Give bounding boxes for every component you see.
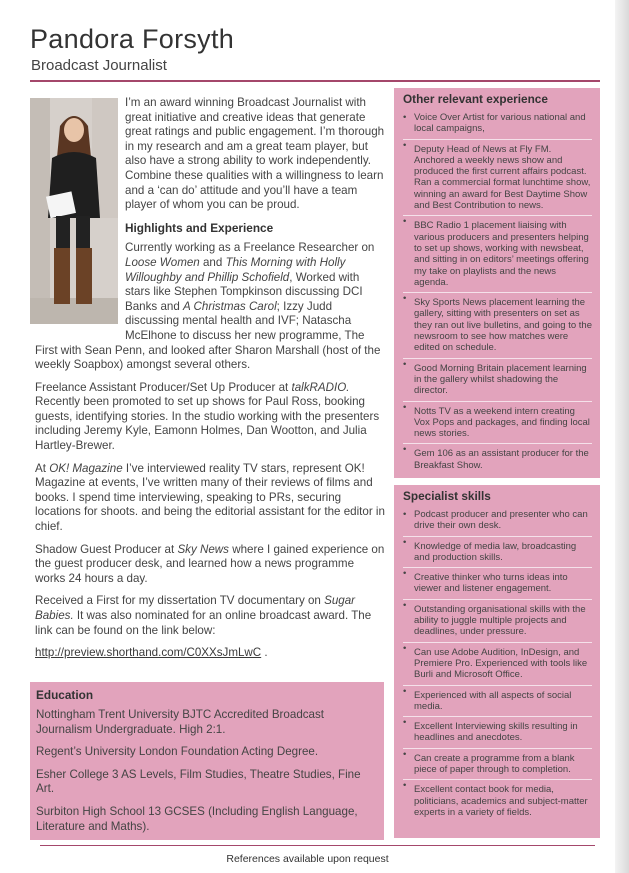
education-heading: Education [36,688,94,702]
education-item: Surbiton High School 13 GCSES (Including English Language, Literature and Maths). [36,804,358,833]
highlight-talkradio: Freelance Assistant Producer/Set Up Producer at talkRADIO. Recently been promoted to set up shows for Paul Ross, booking guests, identifying stories. In the studio working with the presenters including Jeremy Kyle, Eamonn Holmes, Dan Wootton, and Julia Hartley-Brewer. [35,380,380,453]
skill-item: • Can create a programme from a blank piece of paper through to completion. [403,748,592,776]
portfolio-link[interactable]: http://preview.shorthand.com/C0XXsJmLwC [35,646,262,660]
skill-item: • Knowledge of media law, broadcasting and production skills. [403,536,592,564]
education-item: Esher College 3 AS Levels, Film Studies, Theatre Studies, Fine Art. [36,767,361,796]
highlight-researcher: Currently working as a Freelance Researcher on Loose Women and This Morning with Holly Willoughby and Phillip Schofield, Worked with stars like Stephen Tompkinson discussing DCI Banks and A Christmas Carol; Izzy Judd discussing mental health and IVF; Natascha McElhone to discuss her new programme, The First with Sean Penn, and looked after Sharon Marshall (host of the weekly Soapbox) amongst several others. [35,241,381,372]
candidate-role: Broadcast Journalist [31,57,167,74]
footer-note: References available upon request [226,853,389,865]
experience-item: • Notts TV as a weekend intern creating Vox Pops and packages, and finding local news stories. [403,401,592,440]
candidate-name: Pandora Forsyth [30,24,235,54]
other-experience-list [394,112,600,471]
experience-item: • Deputy Head of News at Fly FM. Anchored a weekly news show and produced the first current affairs podcast. Ran a commercial format lunchtime show, winning an award for Best Daytime Show and Best Contribution to news. [403,139,592,212]
experience-item: • Voice Over Artist for various national and local campaigns, [403,112,592,135]
experience-item: • Sky Sports News placement learning the gallery, sitting with presenters on set as they ran out live bulletins, and going to the newsroom to see how matches were edited on schedule. [403,292,592,353]
intro-paragraph: I’m an award winning Broadcast Journalist with great initiative and creative ideas that generate great ratings and public engagement. I’m thorough in my research and am a great team player, but also have a strong ability to work independently. Combine these qualities with a willingness to learn and a ‘can do’ attitude and you’ll have a team player of whom you can be proud. [125,96,385,212]
skill-item: • Excellent contact book for media, politicians, academics and subject-matter experts in a variety of fields. [403,779,592,818]
skill-item: • Podcast producer and presenter who can drive their own desk. [403,509,592,532]
highlight-sky-news: Shadow Guest Producer at Sky News where I gained experience on the guest producer desk, and learned how a news programme works 24 hours a day. [35,542,385,585]
specialist-skills-heading: Specialist skills [403,489,491,503]
skill-item: • Experienced with all aspects of social media. [403,685,592,713]
specialist-skills-panel [394,485,600,838]
experience-item: • Gem 106 as an assistant producer for the Breakfast Show. [403,443,592,471]
skill-item: • Can use Adobe Audition, InDesign, and Premiere Pro. Experienced with tools like Burli and Microsoft Office. [403,642,592,681]
skill-item: • Outstanding organisational skills with the ability to juggle multiple projects and deadlines, under pressure. [403,599,592,638]
education-item: Regent’s University London Foundation Acting Degree. [36,745,319,759]
experience-item: • Good Morning Britain placement learning in the gallery whilst shadowing the director. [403,358,592,397]
main-content [35,96,385,669]
skill-item: • Creative thinker who turns ideas into viewer and listener engagement. [403,567,592,595]
portfolio-link-line: http://preview.shorthand.com/C0XXsJmLwC . [35,646,268,660]
highlights-heading: Highlights and Experience [125,220,274,235]
footer-divider [40,845,595,846]
other-experience-heading: Other relevant experience [403,92,548,106]
experience-item: • BBC Radio 1 placement liaising with various producers and presenters helping to set up shows, working with newsbeat, and sitting in on editors’ meetings offering my take on playlists and the news agenda. [403,215,592,288]
other-experience-panel [394,88,600,478]
specialist-skills-list [394,509,600,818]
page-edge [615,0,629,873]
header-divider [30,80,600,82]
highlight-ok-magazine: At OK! Magazine I’ve interviewed reality TV stars, represent OK! Magazine at events, I’ve written many of their reviews of films and books. I spend time interviewing, speaking to PRs, securing locations for shoots. and being the editorial assistant for the editor in chief. [35,461,385,534]
education-item: Nottingham Trent University BJTC Accredited Broadcast Journalism Undergraduate. High 2:1. [36,708,325,736]
highlight-dissertation: Received a First for my dissertation TV documentary on Sugar Babies. It was also nominated for an online broadcast award. The link can be found on the link below: [35,594,372,637]
education-panel [30,682,384,840]
skill-item: • Excellent Interviewing skills resulting in headlines and anecdotes. [403,716,592,744]
